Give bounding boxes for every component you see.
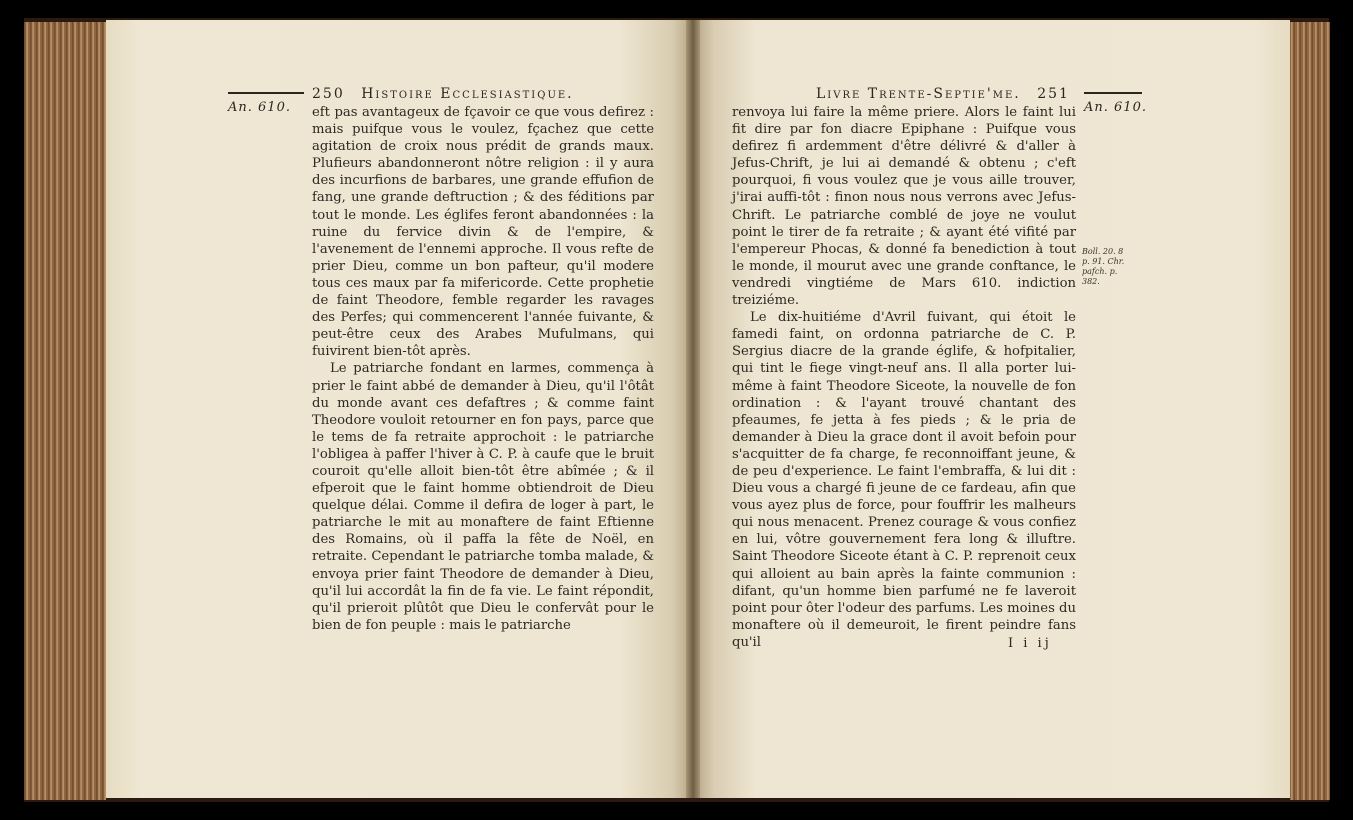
left-paragraph-1: eft pas avantageux de fçavoir ce que vous defirez : mais puifque vous le voulez, fçachez que cette agitation de croix nous prédit de grands maux. Plufieurs abandonneront nôtre religion : il y aura des incurfions de barbares, une grande effufion de fang, une grande deftruction ; & des féditions par tout le monde. Les églifes feront abandonnées : la ruine du fervice divin & de l'empire, & l'avenement de l'ennemi approche. Il vous refte de prier Dieu, comme un bon pafteur, qu'il modere tous ces maux par fa mifericorde. Cette prophetie de faint Theodore, femble regarder les ravages des Perfes; qui commencerent l'année fuivante, & peut-être ceux des Arabes Mufulmans, qui fuivirent bien-tôt après. xyxy=(312,105,654,360)
right-page-text xyxy=(732,104,1076,651)
right-page-edges xyxy=(1290,22,1330,800)
right-running-head xyxy=(816,86,1070,102)
right-paragraph-2: Le dix-huitiéme d'Avril fuivant, qui étoit le famedi faint, on ordonna patriarche de C. P. Sergius diacre de la grande églife, & hofpitalier, qui tint le fiege vingt-neuf ans. Il alla porter lui-même à faint Theodore Siceote, la nouvelle de fon ordination : & l'ayant trouvé chantant des pfeaumes, fe jetta à fes pieds ; & le pria de demander à Dieu la grace dont il avoit befoin pour s'acquitter de fa charge, fe reconnoiffant jeune, & de peu d'experience. Le faint l'embraffa, & lui dit : Dieu vous a chargé fi jeune de ce fardeau, afin que vous ayez plus de force, pour fouffrir les malheurs qui nous menacent. Prenez courage & vous confiez en lui, vôtre gouvernement fera long & illuftre. Saint Theodore Siceote étant à C. P. reprenoit ceux qui alloient au bain après la fainte communion : difant, qu'un homme bien parfumé ne fe laveroit point pour ôter l'odeur des parfums. Les moines du monaftere où il demeuroit, le firent peindre fans qu'il xyxy=(732,310,1076,650)
left-margin-year: An. 610. xyxy=(228,100,291,115)
left-page-text xyxy=(312,104,654,634)
book-gutter xyxy=(686,20,700,798)
left-margin-rule xyxy=(228,92,304,94)
signature-mark: I i ij xyxy=(1008,636,1052,651)
right-side-note: Boll. 20. 8 p. 91. Chr. pafch. p. 382. xyxy=(1082,247,1125,286)
left-running-head xyxy=(312,86,574,102)
left-running-title: Histoire Ecclesiastique. xyxy=(361,86,574,102)
left-paragraph-2: Le patriarche fondant en larmes, commença à prier le faint abbé de demander à Dieu, qu'il l'ôtât du monde avant ces defaftres ; & comme faint Theodore vouloit retourner en fon pays, parce que le tems de fa retraite approchoit : le patriarche l'obligea à paffer l'hiver à C. P. à caufe que le bruit couroit qu'elle alloit bien-tôt être abîmée ; & il efperoit que le faint homme obtiendroit de Dieu quelque délai. Comme il defira de loger à part, le patriarche le mit au monaftere de faint Eftienne des Romains, où il paffa la fête de Noël, en retraite. Cependant le patriarche tomba malade, & envoya prier faint Theodore de demander à Dieu, qu'il lui accordât la fin de fa vie. Le faint répondit, qu'il prieroit plûtôt que Dieu le confervât pour le bien de fon peuple : mais le patriarche xyxy=(312,361,654,633)
left-page-number: 250 xyxy=(312,86,345,102)
right-page-number: 251 xyxy=(1037,86,1070,102)
right-paragraph-1: renvoya lui faire la même priere. Alors le faint lui fit dire par fon diacre Epiphane : Puifque vous defirez fi ardemment d'être délivré & d'aller à Jefus-Chrift, je lui ai demandé & obtenu ; c'eft pourquoi, fi vous voulez que je vous aille trouver, j'irai auffi-tôt : finon nous nous verrons avec Jefus-Chrift. Le patriarche comblé de joye ne voulut point le tirer de fa retraite ; & ayant été vifité par l'empereur Phocas, & donné fa benediction à tout le monde, il mourut avec une grande conftance, le vendredi vingtiéme de Mars 610. indiction treiziéme. xyxy=(732,105,1076,309)
right-running-title: Livre Trente-Septie'me. xyxy=(816,86,1021,102)
right-margin-year: An. 610. xyxy=(1084,100,1147,115)
left-page-edges xyxy=(24,22,106,800)
right-margin-rule xyxy=(1084,92,1142,94)
